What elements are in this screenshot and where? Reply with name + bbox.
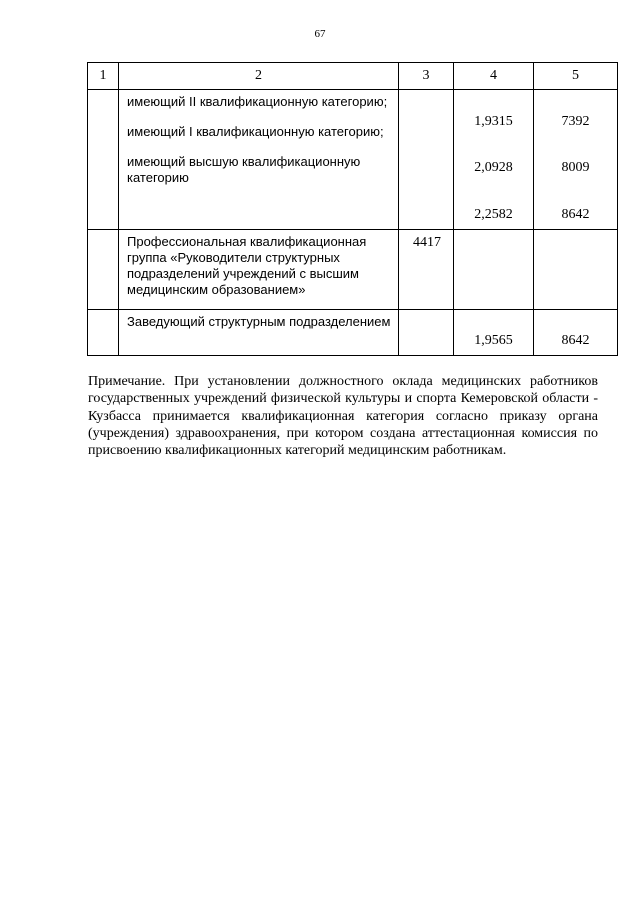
table-row <box>88 90 618 230</box>
salary-value: 7392 <box>561 114 590 129</box>
table-row <box>88 230 618 310</box>
salary-cell <box>534 230 618 310</box>
header-col-5: 5 <box>534 63 618 90</box>
salary-cell <box>534 90 618 230</box>
row-number-cell <box>88 90 119 230</box>
coefficient-value: 2,2582 <box>474 207 513 222</box>
page-number: 67 <box>314 28 326 40</box>
position-name: имеющий высшую квалификационную категорию <box>127 154 361 185</box>
coefficient-cell <box>454 90 534 230</box>
footnote-text: Примечание. При установлении должностного оклада медицинских работников государственных учреждений физической культуры и спорта Кемеровской области - Кузбасса принимается квалификационная категория согласно приказу органа (учреждения) здравоохранения, при котором создана аттестационная комиссия по присвоению квалификационных категорий медицинским работникам. <box>88 374 598 459</box>
salary-cell: 8642 <box>534 310 618 356</box>
salary-table <box>87 62 618 356</box>
position-name-cell <box>119 90 399 230</box>
header-col-4: 4 <box>454 63 534 90</box>
group-code-cell: 4417 <box>399 230 454 310</box>
row-number-cell <box>88 310 119 356</box>
salary-value: 8642 <box>561 207 590 222</box>
table-row <box>88 310 618 356</box>
header-col-1: 1 <box>88 63 119 90</box>
coefficient-value: 1,9315 <box>474 114 513 129</box>
position-name: имеющий II квалификационную категорию; <box>127 94 388 109</box>
group-code-cell <box>399 90 454 230</box>
position-name: имеющий I квалификационную категорию; <box>127 124 384 139</box>
header-col-3: 3 <box>399 63 454 90</box>
coefficient-cell <box>454 230 534 310</box>
table-header-row <box>88 63 618 90</box>
coefficient-cell: 1,9565 <box>454 310 534 356</box>
group-name-cell: Профессиональная квалификационная группа «Руководители структурных подразделений учреждений с высшим медицинским образованием» <box>119 230 399 310</box>
row-number-cell <box>88 230 119 310</box>
position-name-cell: Заведующий структурным подразделением <box>119 310 399 356</box>
salary-value: 8009 <box>561 160 590 175</box>
group-code-cell <box>399 310 454 356</box>
coefficient-value: 2,0928 <box>474 160 513 175</box>
header-col-2: 2 <box>119 63 399 90</box>
